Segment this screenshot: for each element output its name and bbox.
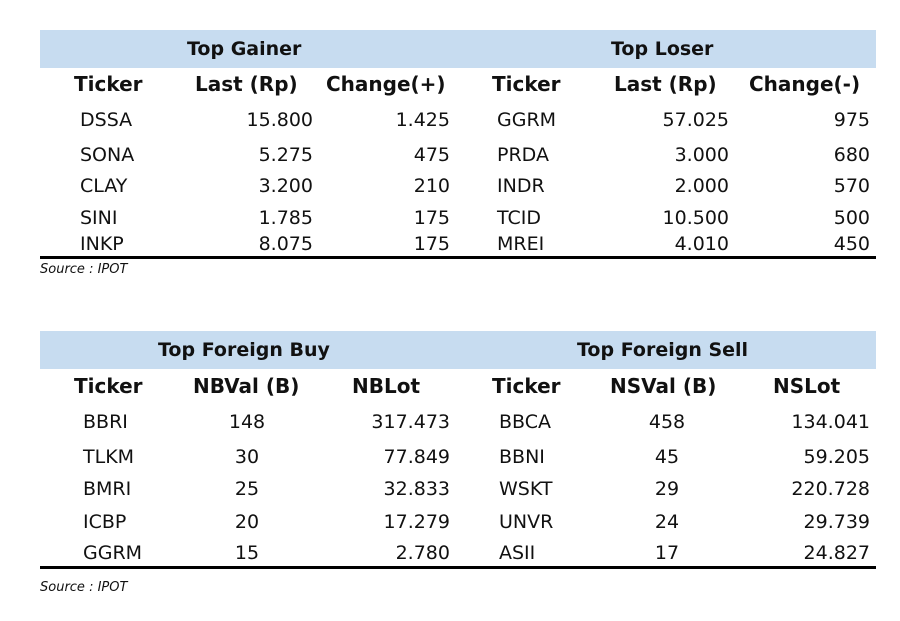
col-header-last: Last (Rp)	[195, 72, 298, 96]
cell-change: 210	[413, 175, 450, 197]
cell-change: 975	[833, 109, 870, 131]
cell-nbval: 25	[234, 478, 260, 500]
cell-nslot: 220.728	[791, 478, 870, 500]
cell-last: 2.000	[674, 175, 729, 197]
cell-nsval: 458	[648, 411, 686, 433]
gainer-loser-column-headers	[40, 69, 876, 99]
source-note: Source : IPOT	[40, 262, 128, 277]
cell-ticker: BBCA	[499, 411, 551, 433]
top-gainer-title: Top Gainer	[187, 38, 302, 60]
cell-last: 10.500	[662, 207, 729, 229]
cell-last: 4.010	[674, 233, 729, 255]
cell-nbval: 30	[234, 446, 260, 468]
col-header-nbval: NBVal (B)	[193, 374, 300, 398]
col-header-nblot: NBLot	[352, 374, 421, 398]
cell-ticker: MREI	[497, 233, 545, 255]
cell-nblot: 2.780	[395, 542, 450, 564]
col-header-ticker: Ticker	[74, 374, 143, 398]
cell-ticker: CLAY	[80, 175, 128, 197]
gainer-loser-table	[40, 30, 876, 255]
col-header-change-minus: Change(-)	[749, 72, 861, 96]
cell-nblot: 317.473	[371, 411, 450, 433]
cell-ticker: TCID	[497, 207, 541, 229]
foreign-column-headers	[40, 371, 876, 401]
cell-ticker: TLKM	[83, 446, 135, 468]
cell-ticker: SINI	[80, 207, 118, 229]
col-header-nslot: NSLot	[773, 374, 841, 398]
cell-last: 57.025	[662, 109, 729, 131]
cell-ticker: INKP	[80, 233, 124, 255]
cell-ticker: BBRI	[83, 411, 128, 433]
cell-nsval: 24	[654, 511, 680, 533]
col-header-ticker: Ticker	[74, 72, 143, 96]
source-note: Source : IPOT	[40, 580, 128, 595]
cell-nbval: 148	[228, 411, 266, 433]
cell-change: 475	[413, 144, 450, 166]
cell-ticker: DSSA	[80, 109, 133, 131]
cell-nblot: 17.279	[383, 511, 450, 533]
cell-nslot: 24.827	[803, 542, 870, 564]
top-foreign-sell-title: Top Foreign Sell	[577, 339, 749, 361]
cell-ticker: GGRM	[83, 542, 143, 564]
cell-last: 15.800	[246, 109, 313, 131]
cell-last: 8.075	[258, 233, 313, 255]
top-foreign-buy-title: Top Foreign Buy	[158, 339, 330, 361]
cell-change: 570	[833, 175, 870, 197]
cell-ticker: BMRI	[83, 478, 132, 500]
cell-change: 175	[413, 207, 450, 229]
cell-nbval: 15	[234, 542, 260, 564]
col-header-ticker: Ticker	[492, 72, 561, 96]
cell-ticker: ICBP	[83, 511, 127, 533]
cell-last: 5.275	[258, 144, 313, 166]
foreign-table	[40, 331, 876, 564]
cell-ticker: PRDA	[497, 144, 549, 166]
cell-nslot: 134.041	[791, 411, 870, 433]
cell-nblot: 32.833	[383, 478, 450, 500]
cell-ticker: BBNI	[499, 446, 545, 468]
cell-change: 175	[413, 233, 450, 255]
cell-change: 680	[833, 144, 870, 166]
cell-nsval: 29	[654, 478, 680, 500]
cell-last: 3.200	[258, 175, 313, 197]
col-header-ticker: Ticker	[492, 374, 561, 398]
cell-change: 1.425	[395, 109, 450, 131]
cell-ticker: ASII	[499, 542, 536, 564]
gainer-loser-header-band	[40, 30, 876, 68]
top-loser-title: Top Loser	[611, 38, 714, 60]
cell-change: 450	[833, 233, 870, 255]
cell-ticker: UNVR	[499, 511, 554, 533]
cell-change: 500	[833, 207, 870, 229]
cell-nblot: 77.849	[383, 446, 450, 468]
cell-ticker: WSKT	[499, 478, 553, 500]
cell-ticker: GGRM	[497, 109, 557, 131]
cell-ticker: SONA	[80, 144, 135, 166]
table-bottom-rule	[40, 566, 876, 569]
foreign-header-band	[40, 331, 876, 369]
cell-nslot: 29.739	[803, 511, 870, 533]
table-bottom-rule	[40, 256, 876, 259]
col-header-nsval: NSVal (B)	[610, 374, 717, 398]
cell-last: 1.785	[258, 207, 313, 229]
cell-nslot: 59.205	[803, 446, 870, 468]
cell-nsval: 45	[654, 446, 680, 468]
col-header-change-plus: Change(+)	[326, 72, 446, 96]
cell-ticker: INDR	[497, 175, 545, 197]
cell-last: 3.000	[674, 144, 729, 166]
col-header-last: Last (Rp)	[614, 72, 717, 96]
cell-nbval: 20	[234, 511, 260, 533]
cell-nsval: 17	[654, 542, 680, 564]
